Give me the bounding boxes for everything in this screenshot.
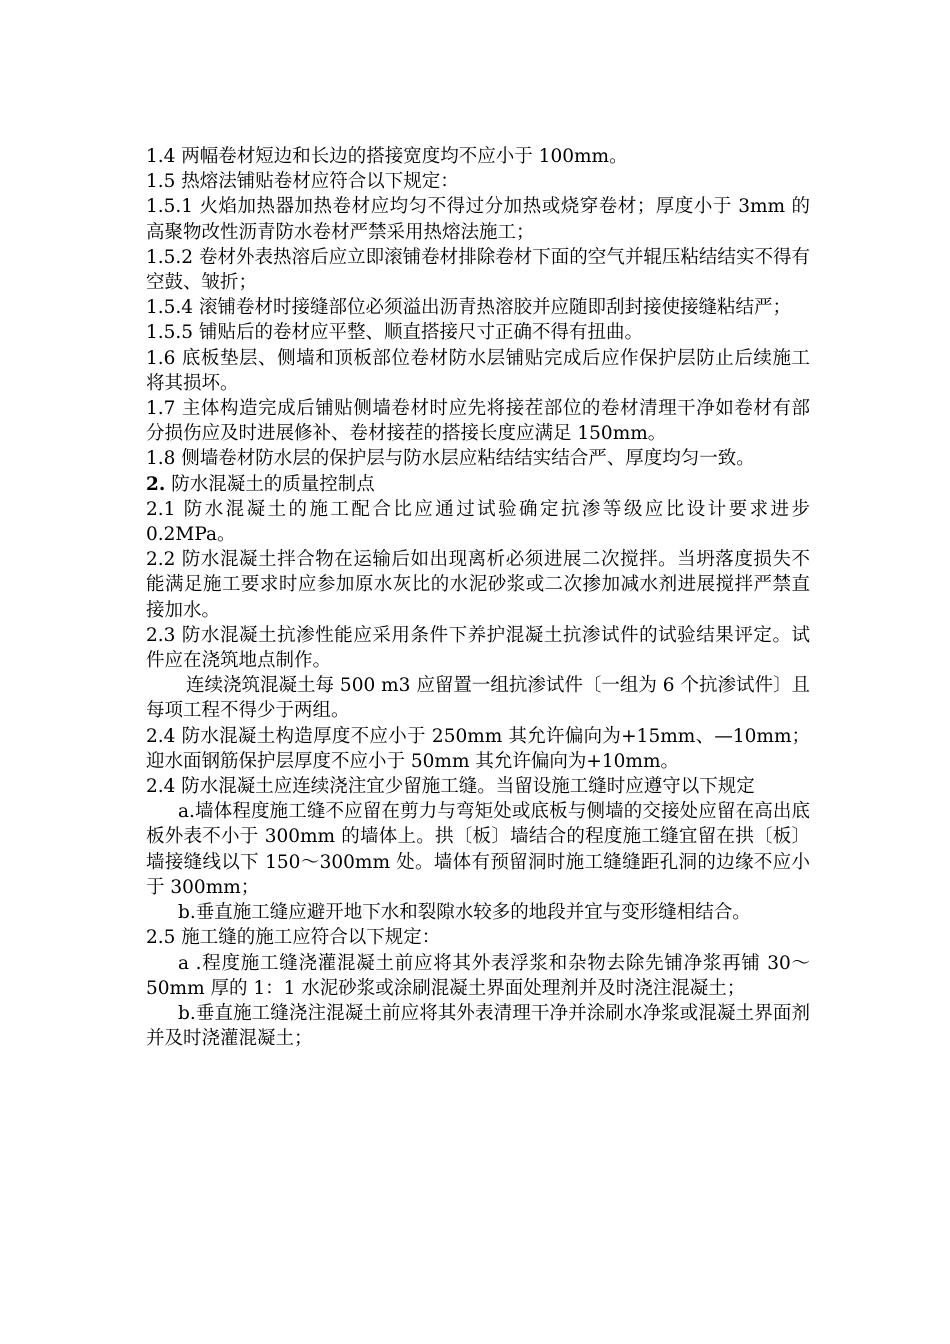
paragraph-2-4-a: a.墙体程度施工缝不应留在剪力与弯矩处或底板与侧墙的交接处应留在高出底板外表不小于 300mm 的墙体上。拱〔板〕墙结合的程度施工缝宜留在拱〔板〕墙接缝线以下 150～300mm 处。墙体有预留洞时施工缝缝距孔洞的边缘不应小于 300mm； <box>146 801 810 898</box>
section-number: 2. <box>146 473 166 495</box>
paragraph-1-7: 1.7 主体构造完成后铺贴侧墙卷材时应先将接茬部位的卷材清理干净如卷材有部分损伤应及时进展修补、卷材接茬的搭接长度应满足 150mm。 <box>146 398 810 445</box>
paragraph-1-8: 1.8 侧墙卷材防水层的保护层与防水层应粘结结实结合严、厚度均匀一致。 <box>146 448 755 470</box>
paragraph-2-3-continued: 连续浇筑混凝土每 500 m3 应留置一组抗渗试件〔一组为 6 个抗渗试件〕且每项工程不得少于两组。 <box>146 675 810 722</box>
paragraph-2-4-thickness: 2.4 防水混凝土构造厚度不应小于 250mm 其允许偏向为+15mm、—10mm；迎水面钢筋保护层厚度不应小于 50mm 其允许偏向为+10mm。 <box>146 725 810 772</box>
paragraph-2-5-a: a .程度施工缝浇灌混凝土前应将其外表浮浆和杂物去除先铺净浆再铺 30～50mm 厚的 1：1 水泥砂浆或涂刷混凝土界面处理剂并及时浇注混凝土； <box>146 952 810 999</box>
paragraph-1-4: 1.4 两幅卷材短边和长边的搭接宽度均不应小于 100mm。 <box>146 146 628 167</box>
paragraph-1-5: 1.5 热熔法铺贴卷材应符合以下规定： <box>146 171 459 193</box>
paragraph-1-5-1: 1.5.1 火焰加热器加热卷材应均匀不得过分加热或烧穿卷材；厚度小于 3mm 的高聚物改性沥青防水卷材严禁采用热熔法施工； <box>146 196 810 243</box>
paragraph-2-5: 2.5 施工缝的施工应符合以下规定： <box>146 927 441 949</box>
paragraph-2-3: 2.3 防水混凝土抗渗性能应采用条件下养护混凝土抗渗试件的试验结果评定。试件应在浇筑地点制作。 <box>146 624 810 672</box>
document-page <box>146 144 810 1051</box>
paragraph-2-4-b: b.垂直施工缝应避开地下水和裂隙水较多的地段并宜与变形缝相结合。 <box>178 902 751 924</box>
paragraph-1-6: 1.6 底板垫层、侧墙和顶板部位卷材防水层铺贴完成后应作保护层防止后续施工将其损坏。 <box>146 347 810 394</box>
section-title: 防水混凝土的质量控制点 <box>165 473 375 495</box>
paragraph-2-4-joints: 2.4 防水混凝土应连续浇注宜少留施工缝。当留设施工缝时应遵守以下规定 <box>146 776 755 798</box>
paragraph-2-1: 2.1 防水混凝土的施工配合比应通过试验确定抗渗等级应比设计要求进步 0.2MPa。 <box>146 498 810 546</box>
paragraph-1-5-2: 1.5.2 卷材外表热溶后应立即滚铺卷材排除卷材下面的空气并辊压粘结结实不得有空鼓、皱折； <box>146 246 810 294</box>
paragraph-2-2: 2.2 防水混凝土拌合物在运输后如出现离析必须进展二次搅拌。当坍落度损失不能满足施工要求时应参加原水灰比的水泥砂浆或二次掺加减水剂进展搅拌严禁直接加水。 <box>146 549 810 621</box>
paragraph-1-5-5: 1.5.5 铺贴后的卷材应平整、顺直搭接尺寸正确不得有扭曲。 <box>146 322 643 344</box>
section-heading-2 <box>146 472 810 497</box>
paragraph-2-5-b: b.垂直施工缝浇注混凝土前应将其外表清理干净并涂刷水净浆或混凝土界面剂并及时浇灌混凝土； <box>146 1002 810 1050</box>
paragraph-1-5-4: 1.5.4 滚铺卷材时接缝部位必须溢出沥青热溶胶并应随即刮封接使接缝粘结严； <box>146 297 791 319</box>
